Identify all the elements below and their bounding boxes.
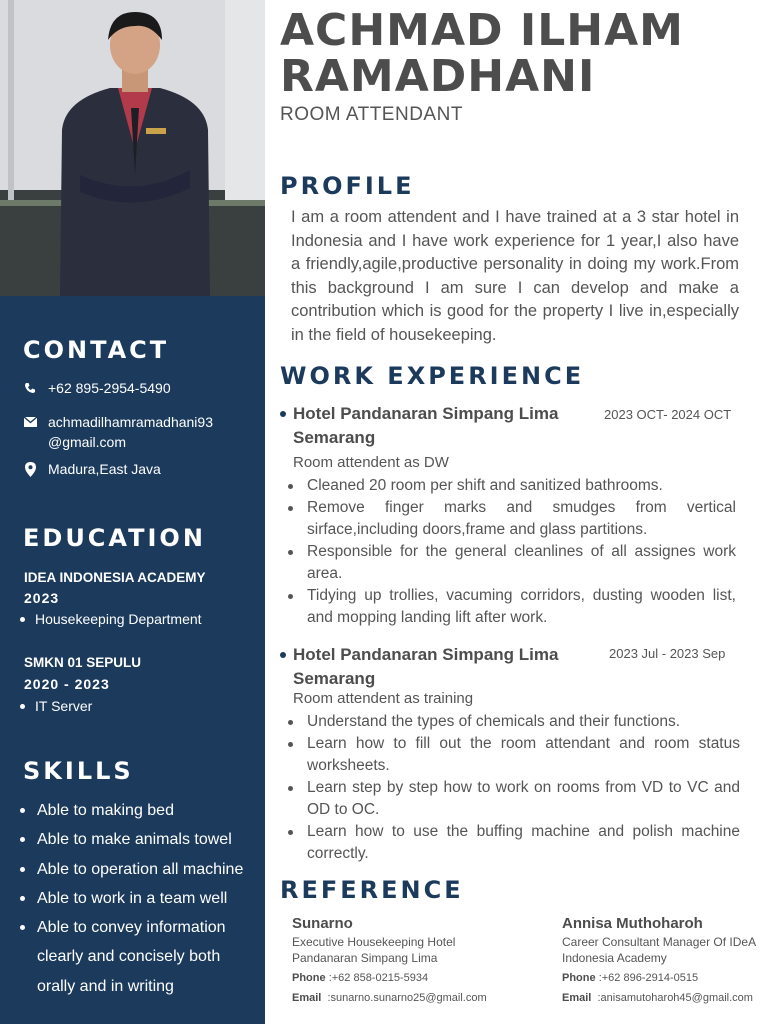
address-text: Madura,East Java bbox=[48, 461, 161, 477]
contact-address bbox=[22, 459, 248, 479]
duty-item bbox=[288, 777, 740, 821]
reference-email bbox=[562, 992, 762, 1004]
duty-item bbox=[288, 711, 740, 733]
contact-phone bbox=[22, 378, 248, 398]
location-pin-icon bbox=[22, 459, 38, 479]
bullet bbox=[288, 786, 293, 791]
phone-number-link[interactable]: +62 895-2954-5490 bbox=[48, 380, 171, 396]
contact-heading: CONTACT bbox=[23, 336, 170, 364]
job-date: 2023 Jul - 2023 Sep bbox=[609, 646, 726, 661]
job-role: Room attendent as DW bbox=[293, 454, 449, 471]
education-year: 2020 - 2023 bbox=[24, 676, 110, 692]
bullet bbox=[288, 830, 293, 835]
skills-list bbox=[20, 796, 260, 1001]
duty-text: Tidying up trollies, vacuming corridors, dusting wooden list, and mopping landing lift after work. bbox=[307, 587, 736, 626]
reference-phone-value[interactable]: :+62 896-2914-0515 bbox=[598, 972, 699, 984]
bullet bbox=[20, 808, 25, 813]
education-detail-text: IT Server bbox=[35, 698, 93, 714]
email-link[interactable]: achmadilhamramadhani93 @gmail.com bbox=[48, 414, 213, 450]
email-label: Email bbox=[292, 992, 322, 1004]
reference-heading: REFERENCE bbox=[280, 876, 464, 904]
reference-position: Executive Housekeeping Hotel Pandanaran Simpang Lima bbox=[292, 935, 456, 965]
duty-item bbox=[288, 541, 736, 585]
skill-text: Able to convey information clearly and concisely both orally and in writing bbox=[37, 919, 226, 995]
skill-item bbox=[20, 855, 260, 884]
skill-text: Able to work in a team well bbox=[37, 889, 228, 907]
skill-item bbox=[20, 825, 260, 854]
bullet bbox=[20, 867, 25, 872]
bullet bbox=[280, 652, 286, 658]
job-date: 2023 OCT- 2024 OCT bbox=[604, 407, 732, 422]
bullet bbox=[288, 550, 293, 555]
duty-text: Learn how to use the buffing machine and polish machine correctly. bbox=[307, 823, 740, 862]
duty-text: Learn step by step how to work on rooms from VD to VC and OD to OC. bbox=[307, 779, 740, 818]
phone-label: Phone bbox=[292, 972, 326, 984]
job-role-subtitle: ROOM ATTENDANT bbox=[280, 104, 463, 125]
page-title: ACHMAD ILHAM RAMADHANI bbox=[280, 5, 684, 102]
education-year: 2023 bbox=[24, 590, 60, 606]
reference-phone bbox=[292, 972, 502, 984]
reference-phone bbox=[562, 972, 762, 984]
skill-item bbox=[20, 884, 260, 913]
phone-label: Phone bbox=[562, 972, 596, 984]
bullet bbox=[288, 506, 293, 511]
contact-email bbox=[22, 412, 233, 452]
reference-phone-value[interactable]: :+62 858-0215-5934 bbox=[328, 972, 429, 984]
reference-card bbox=[292, 915, 502, 1004]
email-label: Email bbox=[562, 992, 592, 1004]
bullet bbox=[288, 594, 293, 599]
duty-text: Understand the types of chemicals and their functions. bbox=[307, 713, 681, 730]
work-experience-heading: WORK EXPERIENCE bbox=[280, 362, 585, 390]
skill-item bbox=[20, 796, 260, 825]
bullet bbox=[280, 411, 286, 417]
mail-icon bbox=[22, 412, 38, 432]
duty-item bbox=[288, 497, 736, 541]
education-institution: SMKN 01 SEPULU bbox=[24, 655, 142, 670]
job-title-text: Hotel Pandanaran Simpang Lima Semarang bbox=[293, 404, 559, 447]
bullet bbox=[288, 720, 293, 725]
duty-text: Remove finger marks and smudges from vertical sirface,including doors,frame and glass partitions. bbox=[307, 499, 736, 538]
bullet bbox=[20, 837, 25, 842]
reference-position: Career Consultant Manager Of IDeA Indonesia Academy bbox=[562, 935, 756, 965]
bullet bbox=[288, 484, 293, 489]
profile-photo bbox=[0, 0, 265, 296]
education-detail bbox=[20, 611, 202, 627]
duty-item bbox=[288, 475, 736, 497]
duty-text: Responsible for the general cleanlines of all assignes work area. bbox=[307, 543, 736, 582]
skill-text: Able to make animals towel bbox=[37, 831, 232, 849]
duty-item bbox=[288, 821, 740, 865]
education-detail-text: Housekeeping Department bbox=[35, 611, 202, 627]
bullet bbox=[20, 704, 25, 709]
education-detail bbox=[20, 698, 92, 714]
job-duties-list bbox=[288, 711, 740, 865]
duty-text: Learn how to fill out the room attendant and room status worksheets. bbox=[307, 735, 740, 774]
reference-email bbox=[292, 992, 502, 1004]
bullet bbox=[288, 742, 293, 747]
reference-email-value[interactable]: :anisamutoharoh45@gmail.com bbox=[597, 992, 753, 1004]
reference-name: Sunarno bbox=[292, 915, 353, 932]
job-duties-list bbox=[288, 475, 736, 629]
job-title-text: Hotel Pandanaran Simpang Lima Semarang bbox=[293, 645, 559, 688]
job-title bbox=[280, 643, 600, 691]
reference-card bbox=[562, 915, 762, 1004]
profile-heading: PROFILE bbox=[280, 172, 415, 200]
reference-email-value[interactable]: :sunarno.sunarno25@gmail.com bbox=[327, 992, 487, 1004]
phone-icon bbox=[22, 378, 38, 398]
bullet bbox=[20, 617, 25, 622]
duty-text: Cleaned 20 room per shift and sanitized bathrooms. bbox=[307, 477, 663, 494]
reference-name: Annisa Muthoharoh bbox=[562, 915, 703, 932]
duty-item bbox=[288, 733, 740, 777]
bullet bbox=[20, 896, 25, 901]
skill-item bbox=[20, 913, 260, 1001]
education-heading: EDUCATION bbox=[23, 524, 206, 552]
skills-heading: SKILLS bbox=[23, 757, 134, 785]
bullet bbox=[20, 925, 25, 930]
education-institution: IDEA INDONESIA ACADEMY bbox=[24, 570, 206, 585]
job-role: Room attendent as training bbox=[293, 690, 474, 707]
job-title bbox=[280, 402, 600, 450]
profile-text: I am a room attendent and I have trained at a 3 star hotel in Indonesia and I have work experience for 1 year,I also have a friendly,agile,productive personality in doing my work.From this background I am sure I can develop and make a contribution which is good for the property I live in,especially in the field of housekeeping. bbox=[291, 208, 739, 344]
skill-text: Able to making bed bbox=[37, 802, 174, 819]
skill-text: Able to operation all machine bbox=[37, 860, 244, 878]
duty-item bbox=[288, 585, 736, 629]
